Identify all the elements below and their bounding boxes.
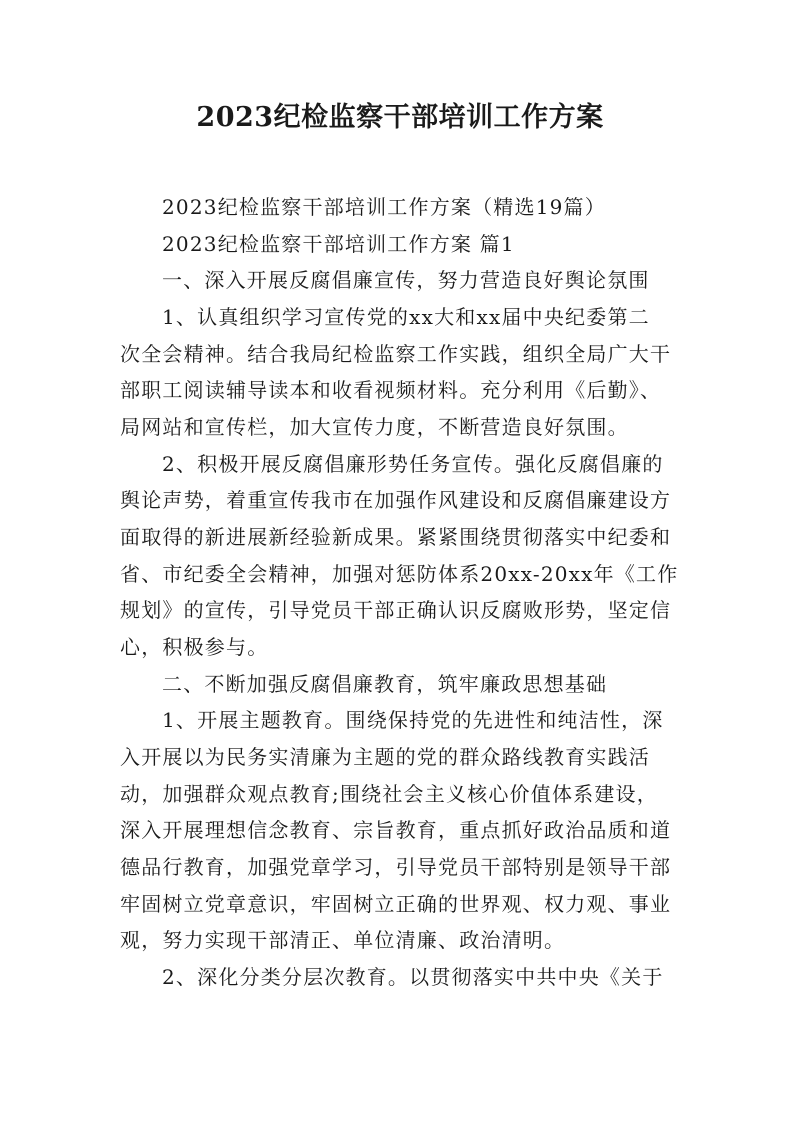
text-line: 1、开展主题教育。围绕保持党的先进性和纯洁性，深 [162, 708, 664, 732]
text-line: 2023纪检监察干部培训工作方案（精选19篇） [162, 195, 606, 219]
text-line: 动，加强群众观点教育;围绕社会主义核心价值体系建设， [120, 782, 658, 806]
text-line: 观，努力实现干部清正、单位清廉、政治清明。 [120, 928, 566, 952]
text-line: 2023纪检监察干部培训工作方案 篇1 [162, 232, 515, 256]
document-title: 2023纪检监察干部培训工作方案 [196, 102, 604, 133]
text-line: 入开展以为民务实清廉为主题的党的群众路线教育实践活 [120, 745, 650, 769]
text-line: 省、市纪委全会精神，加强对惩防体系20xx-20xx年《工作 [120, 562, 679, 586]
text-line: 牢固树立党章意识，牢固树立正确的世界观、权力观、事业 [120, 892, 672, 916]
text-line: 面取得的新进展新经验新成果。紧紧围绕贯彻落实中纪委和 [120, 525, 672, 549]
text-line: 1、认真组织学习宣传党的xx大和xx届中央纪委第二 [162, 305, 650, 329]
text-line: 舆论声势，着重宣传我市在加强作风建设和反腐倡廉建设方 [120, 488, 672, 512]
text-line: 规划》的宣传，引导党员干部正确认识反腐败形势，坚定信 [120, 598, 672, 622]
text-line: 一、深入开展反腐倡廉宣传，努力营造良好舆论氛围 [162, 268, 650, 292]
text-line: 深入开展理想信念教育、宗旨教育，重点抓好政治品质和道 [120, 818, 672, 842]
text-line: 部职工阅读辅导读本和收看视频材料。充分利用《后勤》、 [120, 378, 662, 402]
text-line: 二、不断加强反腐倡廉教育，筑牢廉政思想基础 [162, 672, 608, 696]
text-line: 2、深化分类分层次教育。以贯彻落实中共中央《关于 [162, 965, 664, 989]
text-line: 德品行教育，加强党章学习，引导党员干部特别是领导干部 [120, 855, 672, 879]
text-line: 局网站和宣传栏，加大宣传力度，不断营造良好氛围。 [120, 415, 629, 439]
text-line: 心，积极参与。 [120, 635, 269, 659]
text-line: 2、积极开展反腐倡廉形势任务宣传。强化反腐倡廉的 [162, 452, 664, 476]
text-line: 次全会精神。结合我局纪检监察工作实践，组织全局广大干 [120, 342, 672, 366]
